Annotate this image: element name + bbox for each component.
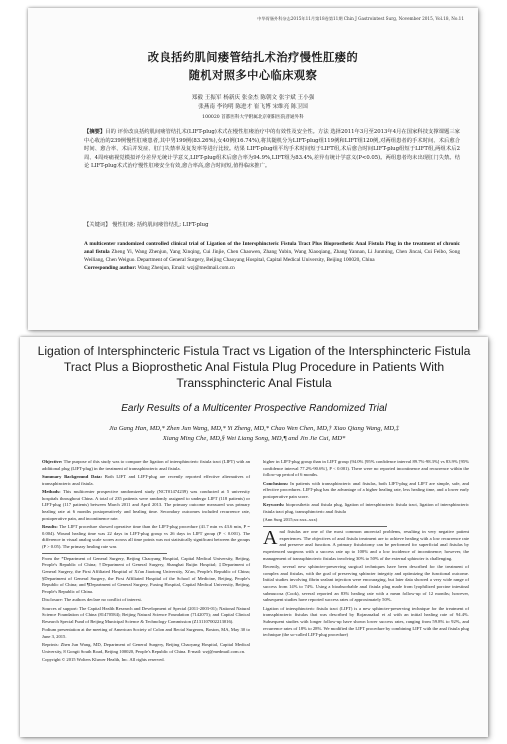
objective-label: Objective: — [42, 459, 63, 464]
citation-text: (Ann Surg 2015;xx:xxx–xxx) — [263, 517, 318, 523]
background-label: Summary Background Data: — [42, 473, 102, 479]
chinese-title-line1: 改良括约肌间瘘管结扎术治疗慢性肛瘘的 — [147, 50, 359, 64]
footnote-reprints: Reprints: Zhen Jun Wang, MD, Department of General Surgery, Beijing Chaoyang Hospital, Capital Medical University, 8 Gongti South Road, Beijing 100020, People's Republic of China. E-mail: wzj@medmail.com.cn. — [42, 642, 250, 654]
conclusions-text: In patients with transsphincteric anal fistulas, both LIFT-plug and LIFT are simple, safe, and effective procedures. LIFT-plug has the advantage of a higher healing rate, less healing time, and a lower early postoperative pain score. — [263, 480, 469, 500]
chinese-article-page — [28, 8, 478, 330]
chinese-authors — [28, 94, 478, 112]
body-para-2: Recently, several new sphincter-preserving surgical techniques have been described for the treatment of complex anal fistulas, with the goal of preserving sphincter integrity and optimizing the functional outcome. Initial studies involving fibrin sealant injection were encouraging, but later data showed a very wide range of success from 14% to 74%. Using a bioabsorbable anal fistula plug made from lyophilized porcine intestinal submucosa (Cook), several reported an 83% healing rate with a mean follow-up of 12 months; however, subsequent studies have reported success rates of approximately 50%. — [263, 563, 469, 603]
corresponding-author — [84, 264, 460, 272]
article-subtitle: Early Results of a Multicenter Prospective Randomized Trial — [121, 403, 387, 414]
journal-header: 中华胃肠外科杂志2015年11月第18卷第11期 Chin J Gastrointest Surg, November 2015, Vol.18, No.11 — [257, 16, 464, 21]
chinese-title — [28, 48, 478, 84]
methods-text: This multicenter prospective randomized study (NCT01474239) was conducted at 5 university hospitals throughout China. A total of 235 patients were randomly assigned to undergo LIFT (118 patients) or LIFT-plug (117 patients) between March 2011 and April 2013. The primary outcome measured was primary healing rate at 6 months postoperatively and healing time. Secondary outcomes included recurrence rate, postoperative pain, and incontinence rate. — [42, 488, 250, 521]
abstract-results-cont — [263, 459, 469, 479]
results-label: Results: — [42, 523, 58, 529]
left-column — [42, 459, 250, 665]
results-cont-text: higher in LIFT-plug group than in LIFT group (94.0% [95% confidence interval 89.7%-98.3%] vs 83.9% [95% confidence interval 77.2%-90.6%], P < 0.001). There were no reported incontinence and recurrence within the follow-up period of 6 months. — [263, 459, 469, 478]
english-article-page — [20, 337, 488, 737]
article-title: Ligation of Intersphincteric Fistula Tract vs Ligation of the Intersphincteric Fistula Tract Plus a Bioprosthetic Anal Fistula Plug Procedure in Patients With Transsphincteric Anal Fistula — [37, 344, 471, 390]
keywords-label: Keywords: — [263, 502, 285, 508]
footnote-affiliations: From the *Department of General Surgery, Beijing Chaoyang Hospital, Capital Medical University, Beijing, People's Republic of China; †Department of General Surgery, Shanghai Ruijin Hospital; ‡Department of General Surgery, the First Affiliated Hospital of Xi'an Jiaotong University, Xi'an, People's Republic of China; §Department of General Surgery, the First Affiliated Hospital of the School of Medicine, Beijing, People's Republic of China; and ¶Department of General Surgery, Fuxing Hospital, Capital Medical University, Beijing, People's Republic of China. — [42, 555, 250, 595]
english-abstract-para — [84, 240, 460, 264]
chinese-keywords: 【关键词】 慢性肛瘘; 括约肌间瘘管结扎; LIFT-plug — [84, 222, 209, 228]
footnote-presentation: Podium presentation at the meeting of American Society of Colon and Rectal Surgeons, Boston, MA, May 30 to June 3, 2015. — [42, 627, 250, 639]
keywords-text: bioprosthetic anal fistula plug, ligation of intersphincteric fistula tract, ligation of intersphincteric fistula tract plug, transsphincteric anal fistula — [263, 502, 469, 514]
conclusions-label: Conclusions: — [263, 480, 289, 486]
abstract-methods — [42, 489, 250, 523]
drop-cap: A — [263, 526, 278, 549]
background-text: Both LIFT and LIFT-plug are recently reported effective alternatives of transsphincteric anal fistula. — [42, 473, 250, 486]
body-divider — [263, 526, 387, 527]
body-para-1 — [263, 526, 469, 563]
article-authors-line1: Jia Gang Han, MD,* Zhen Jun Wang, MD,* Yi Zheng, MD,* Chao Wen Chen, MD,† Xiao Qiang Wang, MD,‡ — [109, 425, 399, 432]
english-abstract-authors: Zheng Yi, Wang Zhenjun, Yang Xinqing, Cui Jinjie, Chen Chaowen, Zhang Yubin, Wang Xiaoqiang, Zhang Yannan, Li Junming, Chen Jincai, Cui Feibo, Song Weiliang, Chen Weiguo. Department of General Surgery, Beijing Chaoyang Hospital, Capital Medical University, Beijing 100020, China — [84, 249, 461, 263]
corresponding-text: Wang Zhenjun, Email: wzj@medmail.com.cn — [136, 265, 235, 271]
chinese-title-line2: 随机对照多中心临床观察 — [188, 68, 318, 82]
english-abstract-title: A multicenter randomized controlled clinical trial of Ligation of the Intersphincteric Fistula Tract Plus Bioprosthetic Anal Fistula Plug in the treatment of chronic anal fistula — [84, 241, 460, 255]
body-para-1-text: nal fistulas are one of the most common anorectal problems, resulting in very negative patient experiences. The objectives of anal fistula treatment are to achieve healing with a low recurrence rate and preserve anal function. A primary fistulotomy can be performed for superficial anal fistulas by experienced surgeons with a success rate up to 100% and a low incidence of incontinence; however, the management of transsphincteric fistulas involving 30% to 50% of the external sphincter is challenging. — [263, 528, 469, 561]
abstract-background — [42, 474, 250, 487]
article-authors-line2: Xiang Ming Che, MD,§ Wei Liang Song, MD,¶ and Jin Jie Cui, MD* — [162, 435, 346, 442]
right-column — [263, 459, 469, 641]
chinese-authors-line1: 郑毅 王振军 杨新庆 张金杰 陈朝文 张宇斌 王小强 — [191, 95, 315, 101]
abstract-objective — [42, 459, 250, 472]
article-authors — [20, 424, 488, 444]
footnote-disclosure: Disclosure: The authors declare no conflict of interest. — [42, 597, 142, 603]
chinese-abstract — [84, 128, 460, 171]
chinese-affiliation: 100020 首都医科大学附属北京朝阳医院普通外科 — [202, 115, 304, 120]
footnote-copyright: Copyright © 2015 Wolters Kluwer Health, Inc. All rights reserved. — [42, 656, 165, 662]
abstract-conclusions — [263, 481, 469, 501]
english-abstract — [84, 240, 460, 272]
chinese-authors-line2: 张燕南 李钧明 陈进才 崔飞博 宋维亮 陈卫国 — [198, 104, 308, 110]
corresponding-label: Corresponding author: — [84, 265, 137, 271]
footnote-support: Sources of support: The Capital Health Research and Development of Special (2011-2003-01); National Natural Science Foundation of China (81470584); Beijing Natural Science Foundation (7142075); and Capital Clinical Research Special Fund of Beijing Municipal Science & Technology Commission (Z131107002213016). — [42, 605, 250, 624]
objective-text: The purpose of this study was to compare the ligation of intersphincteric fistula tract (LIFT) with an additional plug (LIFT-plug) in the treatment of transsphincteric anal fistula. — [42, 459, 250, 471]
abstract-results — [42, 524, 250, 551]
footnote-divider — [42, 553, 167, 554]
body-para-3: Ligation of intersphincteric fistula tract (LIFT) is a new sphincter-preserving technique for the treatment of transsphincteric fistulas that was described by Rojanasakul et al with an initial healing rate of 94.4%. Subsequent studies with longer follow-up have shown lower success rates, ranging from 59.8% to 92%, and recurrence rates of 18% to 28%. We modified the LIFT procedure by combining LIFT with the anal fistula plug technique (the so-called LIFT-plug procedure) — [263, 605, 469, 638]
methods-label: Methods: — [42, 488, 61, 494]
results-text: The LIFT procedure showed operative time than the LIFT-plug procedure (41.7 min vs 43.6 min, P = 0.004). Wound healing time was 22 days in LIFT-plug group vs 26 days in LIFT group (P < 0.001). The difference in visual analog scale scores across all time points was not statistically significant between the groups (P > 0.05). The primary healing rate was — [42, 523, 250, 549]
citation — [263, 517, 469, 524]
abstract-label: 【摘要】 — [84, 129, 106, 135]
abstract-text: 目的 评价改良括约肌间瘘管结扎术(LIFT-plug)术式在慢性肛瘘治疗中的有效性及安全性。方法 选择2011年3月至2013年4月在国家科技支撑课题三家中心收治的239例慢性肛瘘患者,其中男199例(83.26%),女40例(16.74%),将其随机分为LIFT-plug组119例和LIFT组120例,对两组患者的手术时间、术后愈合时间、愈合率、术后并发症、肛门失禁率及复发率等进行比较。结果 LIFT-plug组平均手术时间短于LIFT组,术后愈合时间LIFT-plug组短于LIFT组,两组术后2周、4周疼痛视觉模拟评分差异无统计学意义,LIFT-plug组术后愈合率为94.9%,LIFT组为83.4%,差异有统计学意义(P<0.05)。两组患者均未出现肛门失禁。结论 LIFT-plug术式治疗慢性肛瘘安全有效,愈合率高,愈合时间短,值得临床推广。 — [84, 129, 460, 170]
abstract-keywords — [263, 502, 469, 515]
